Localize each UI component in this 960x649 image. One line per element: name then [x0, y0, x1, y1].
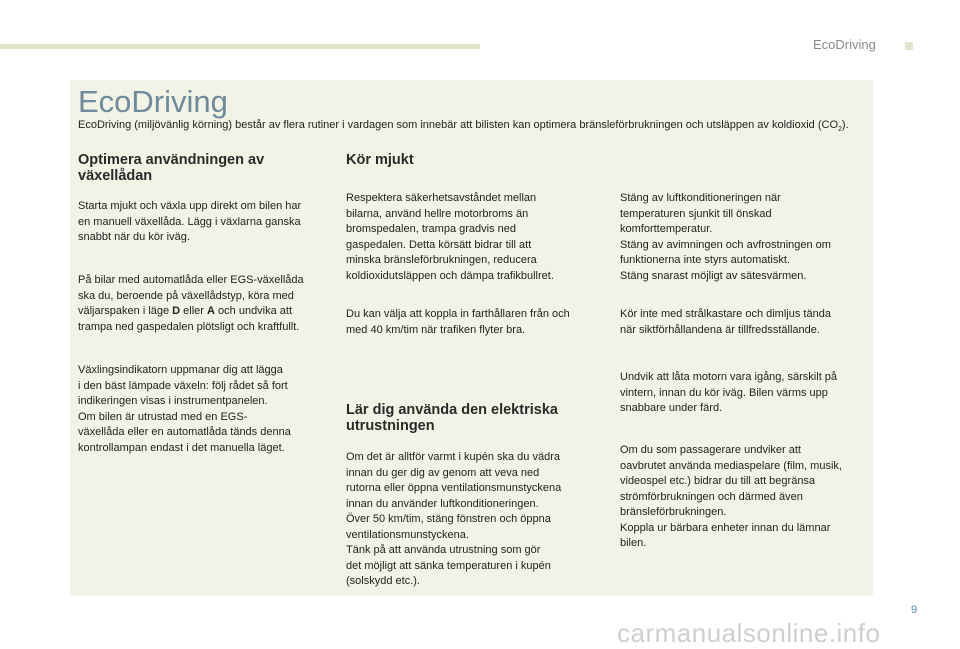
heading-drive-smoothly: Kör mjukt — [346, 152, 414, 168]
heading-gearbox: Optimera användningen av växellådan — [78, 152, 265, 184]
paragraph-headlamps: Kör inte med strålkastare och dimljus tända när siktförhållandena är tillfredsställande. — [620, 308, 831, 336]
intro-paragraph: EcoDriving (miljövänlig körning) består av flera rutiner i vardagen som innebär att bilisten kan optimera bränsleförbrukningen och utsläppen av koldioxid $(CO_2)$. — [78, 119, 849, 134]
paragraph-ventilation: Om det är alltför varmt i kupén ska du vädra innan du ger dig av genom att veva ned rutorna eller öppna ventilationsmunstyckena innan du använder luftkonditioneringen. Över 50 km/tim, stäng fönstren och öppna ventilationsmunstyckena. Tänk på att använda utrustning som gör det möjligt att sänka temperaturen i kupén (solskydd etc.). — [346, 451, 562, 587]
paragraph-gear-indicator: Växlingsindikatorn uppmanar dig att lägga i den bäst lämpade växeln: följ rådet så fort indikeringen visas i instrumentpanelen. Om bilen är utrustad med en EGS- växellåda eller en automatlåda tänds denna kontrollampan endast i det manuella läget. — [78, 364, 291, 454]
page-number: 9 — [911, 604, 918, 616]
heading-electrical-equipment: Lär dig använda den elektriska utrustningen — [346, 402, 558, 434]
header-section-title: EcoDriving — [813, 37, 876, 52]
paragraph-air-conditioning: Stäng av luftkonditioneringen när temperaturen sjunkit till önskad komforttemperatur. Stäng av avimningen och avfrostningen om funktionerna inte styrs automatiskt. Stäng snarast möjligt av sätesvärmen. — [620, 192, 831, 282]
paragraph-safety-distance: Respektera säkerhetsavståndet mellan bilarna, använd hellre motorbroms än bromspedalen, trampa gradvis ned gaspedalen. Detta körsätt bidrar till att minska bränsleförbrukningen, reducera koldioxidutsläppen och dämpa trafikbullret. — [346, 192, 554, 282]
paragraph-engine-idle: Undvik att låta motorn vara igång, särskilt på vintern, innan du kör iväg. Bilen värms upp snabbare under färd. — [620, 371, 838, 414]
page-title: EcoDriving — [78, 84, 228, 119]
watermark: carmanualsonline.info — [617, 618, 881, 648]
paragraph-start-smoothly: Starta mjukt och växla upp direkt om bilen har en manuell växellåda. Lägg i växlarna ganska snabbt när du kör iväg. — [78, 200, 302, 243]
paragraph-cruise-control: Du kan välja att koppla in farthållaren från och med 40 km/tim när trafiken flyter bra. — [346, 308, 570, 336]
paragraph-automatic-gearbox: På bilar med automatlåda eller EGS-växellåda ska du, beroende på växellådstyp, köra med väljarspaken i läge D eller A och undvika att trampa ned gaspedalen plötsligt och kraftfullt. — [78, 274, 304, 333]
header-accent-bar — [0, 44, 480, 49]
paragraph-media-players: Om du som passagerare undviker att oavbrutet använda mediaspelare (film, musik, videospel etc.) bidrar du till att begränsa strömförbrukningen och därmed även bränsleförbrukningen. Koppla ur bärbara enheter innan du lämnar bilen. — [620, 444, 842, 549]
header-square-marker — [905, 42, 913, 50]
